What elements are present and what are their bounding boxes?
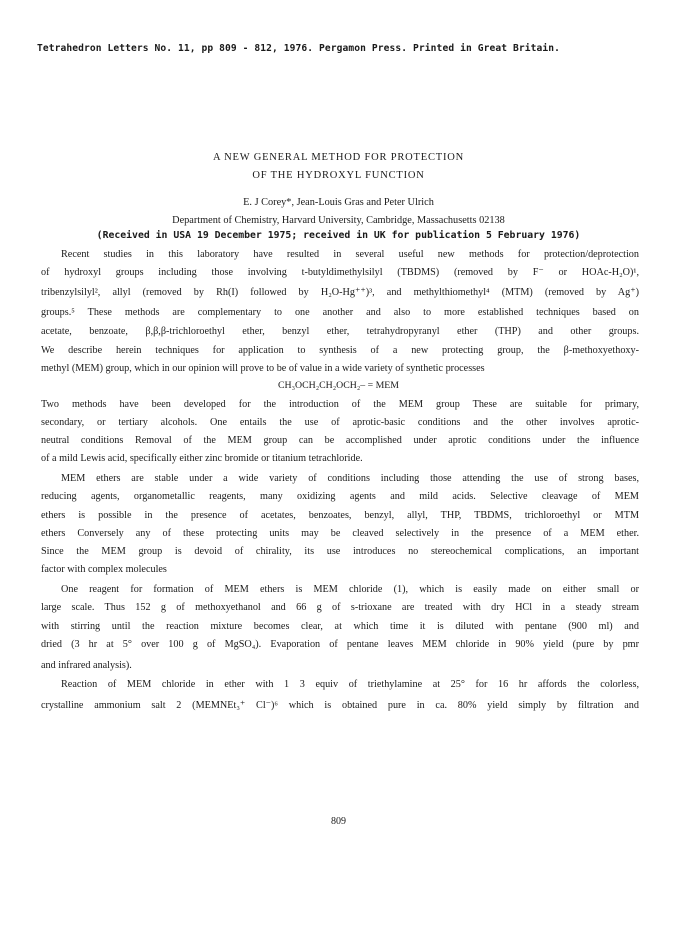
body-line: and infrared analysis). — [41, 660, 132, 671]
body-line: of a mild Lewis acid, specifically either zinc bromide or titanium tetrachloride. — [41, 453, 363, 464]
body-line: factor with complex molecules — [41, 564, 167, 575]
body-line: We describe herein techniques for application to synthesis of a new protecting group, the β-methoxyethoxy- — [41, 345, 639, 356]
body-line: reducing agents, organometallic reagents, many oxidizing agents and mild acids. Selective cleavage of MEM — [41, 491, 639, 502]
body-line: ethers Conversely any of these protecting units may be cleaved selectively in the presence of a MEM ether. — [41, 528, 639, 539]
body-line: Reaction of MEM chloride in ether with 1 3 equiv of triethylamine at 25° for 16 hr affords the colorless, — [61, 679, 639, 690]
body-line: MEM ethers are stable under a wide variety of conditions including those attending the use of strong bases, — [61, 473, 639, 484]
body-line: dried (3 hr at 5° over 100 g of MgSO₄). Evaporation of pentane leaves MEM chloride in 90% yield (pure by pmr — [41, 639, 639, 650]
page-number: 809 — [331, 816, 346, 827]
article-title-line-2: OF THE HYDROXYL FUNCTION — [252, 170, 425, 181]
body-line: tribenzylsilyl², allyl (removed by Rh(I) followed by H₂O-Hg⁺⁺)³, and methylthiomethyl⁴ (MTM) (removed by Ag⁺) — [41, 287, 639, 298]
body-line: One reagent for formation of MEM ethers is MEM chloride (1), which is easily made on either small or — [61, 584, 639, 595]
body-line: crystalline ammonium salt 2 (MEMNEt₃⁺ Cl⁻)⁶ which is obtained pure in ca. 80% yield simply by filtration and — [41, 700, 639, 711]
body-line: neutral conditions Removal of the MEM group can be accomplished under aprotic conditions under the influence — [41, 435, 639, 446]
body-line: ethers is possible in the presence of acetates, benzoates, benzyl, allyl, THP, TBDMS, trichloroethyl or MTM — [41, 510, 639, 521]
body-line: secondary, or tertiary alcohols. One entails the use of aprotic-basic conditions and the other involves aprotic- — [41, 417, 639, 428]
body-line: Since the MEM group is devoid of chirality, its use introduces no stereochemical complications, an important — [41, 546, 639, 557]
affiliation: Department of Chemistry, Harvard University, Cambridge, Massachusetts 02138 — [172, 215, 505, 226]
body-line: Two methods have been developed for the introduction of the MEM group These are suitable for primary, — [41, 399, 639, 410]
author-list: E. J Corey*, Jean-Louis Gras and Peter Ulrich — [243, 197, 434, 208]
body-line: of hydroxyl groups including those involving t-butyldimethylsilyl (TBDMS) (removed by F⁻ or HOAc-H₂O)¹, — [41, 267, 639, 278]
body-line: large scale. Thus 152 g of methoxyethanol and 66 g of s-trioxane are treated with dry HCl in a steady stream — [41, 602, 639, 613]
body-line: Recent studies in this laboratory have resulted in several useful new methods for protection/deprotection — [61, 249, 639, 260]
received-dates: (Received in USA 19 December 1975; received in UK for publication 5 February 1976) — [96, 230, 581, 241]
journal-citation-header: Tetrahedron Letters No. 11, pp 809 - 812, 1976. Pergamon Press. Printed in Great Britain. — [37, 43, 560, 54]
body-line: acetate, benzoate, β,β,β-trichloroethyl ether, benzyl ether, tetrahydropyranyl ether (THP) and other groups. — [41, 326, 639, 337]
article-title-line-1: A NEW GENERAL METHOD FOR PROTECTION — [212, 152, 465, 163]
body-line: groups.⁵ These methods are complementary to one another and also to more established techniques based on — [41, 307, 639, 318]
body-line: with stirring until the reaction mixture becomes clear, at which time it is diluted with pentane (900 ml) and — [41, 621, 639, 632]
body-line: methyl (MEM) group, which in our opinion will prove to be of value in a wide variety of synthetic processes — [41, 363, 485, 374]
mem-formula: CH₃OCH₂CH₂OCH₂– = MEM — [278, 380, 399, 391]
